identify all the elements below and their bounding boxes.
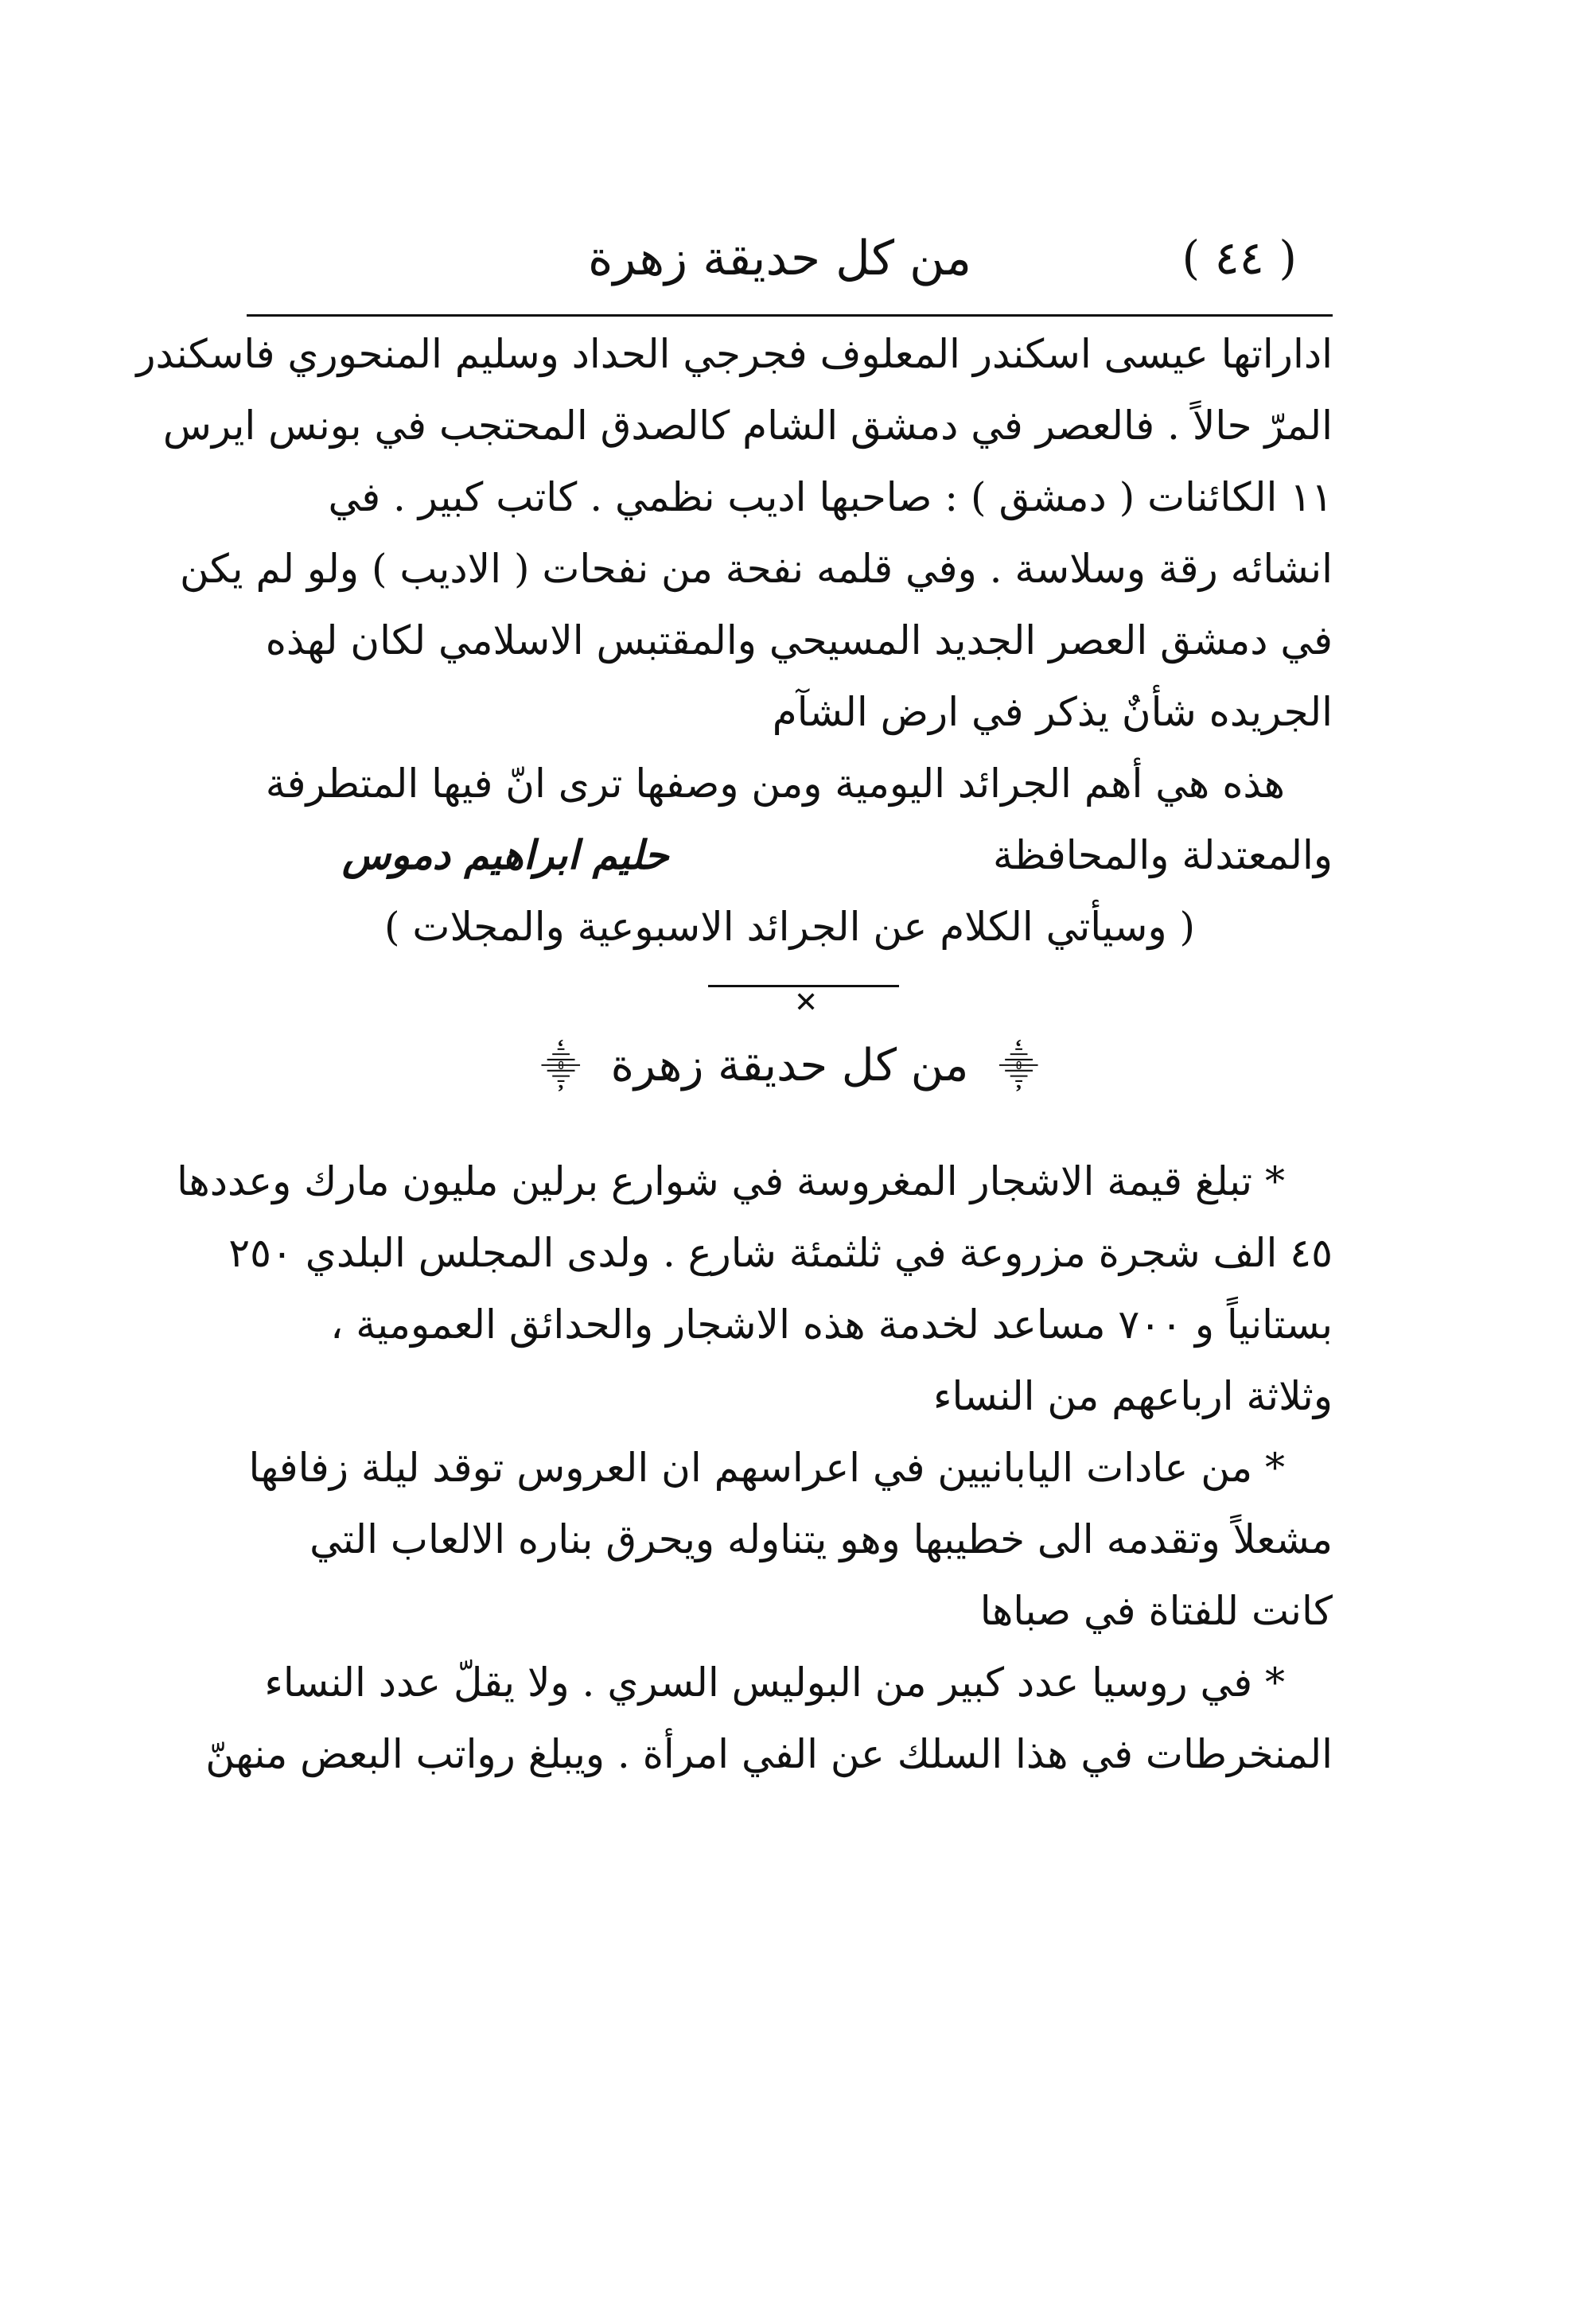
section-title: من كل حديقة زهرة [610,1040,969,1091]
closing-text: والمعتدلة والمحافظة [993,832,1333,878]
text-line: في دمشق العصر الجديد المسيحي والمقتبس الاسلامي لكان لهذه [265,617,1333,663]
ornament-left-icon: ⸎ [540,1045,581,1090]
text-line: هذه هي أهم الجرائد اليومية ومن وصفها ترى انّ فيها المتطرفة [265,761,1285,807]
divider-mark: ✕ [794,986,819,1019]
section-heading [247,1010,1333,1122]
body-text [136,318,1333,1790]
text-line: المرّ حالاً . فالعصر في دمشق الشام كالصدق المحتجب في بونس ايرس [162,403,1333,449]
text-line: اداراتها عيسى اسكندر المعلوف فجرجي الحداد وسليم المنحوري فاسكندر [136,331,1333,377]
running-title: من كل حديقة زهرة [588,231,971,286]
continuation-note: ( وسيأتي الكلام عن الجرائد الاسبوعية والمجلات ) [384,904,1195,950]
text-line: ٤٥ الف شجرة مزروعة في ثلثمئة شارع . ولدى المجلس البلدي ٢٥٠ [228,1230,1333,1276]
text-line: ١١ الكائنات ( دمشق ) : صاحبها اديب نظمي . كاتب كبير . في [328,474,1333,520]
author-signature: حليم ابراهيم دموس [342,831,669,878]
page-number: ( ٤٤ ) [1181,231,1297,285]
text-line: انشائه رقة وسلاسة . وفي قلمه نفحة من نفحات ( الاديب ) ولو لم يكن [179,546,1333,592]
text-line: الجريده شأنٌ يذكر في ارض الشآم [772,689,1333,735]
text-line: * في روسيا عدد كبير من البوليس السري . ولا يقلّ عدد النساء [264,1659,1285,1706]
ornament-right-icon: ⸎ [998,1045,1039,1090]
text-line: بستانياً و ٧٠٠ مساعد لخدمة هذه الاشجار والحدائق العمومية ، [330,1301,1333,1348]
text-line: مشعلاً وتقدمه الى خطيبها وهو يتناوله ويحرق بناره الالعاب التي [309,1516,1333,1562]
page-header [247,223,1313,310]
text-line: وثلاثة ارباعهم من النساء [932,1373,1333,1419]
closing-row [247,819,1333,891]
text-line: كانت للفتاة في صباها [979,1588,1333,1634]
arrow-divider [247,963,1333,1019]
text-line: المنخرطات في هذا السلك عن الفي امرأة . ويبلغ رواتب البعض منهنّ [205,1731,1333,1777]
text-line: * من عادات اليابانيين في اعراسهم ان العروس توقد ليلة زفافها [248,1445,1285,1491]
header-rule [247,314,1333,317]
text-line: * تبلغ قيمة الاشجار المغروسة في شوارع برلين مليون مارك وعددها [177,1158,1285,1204]
spacer [247,1122,1333,1146]
